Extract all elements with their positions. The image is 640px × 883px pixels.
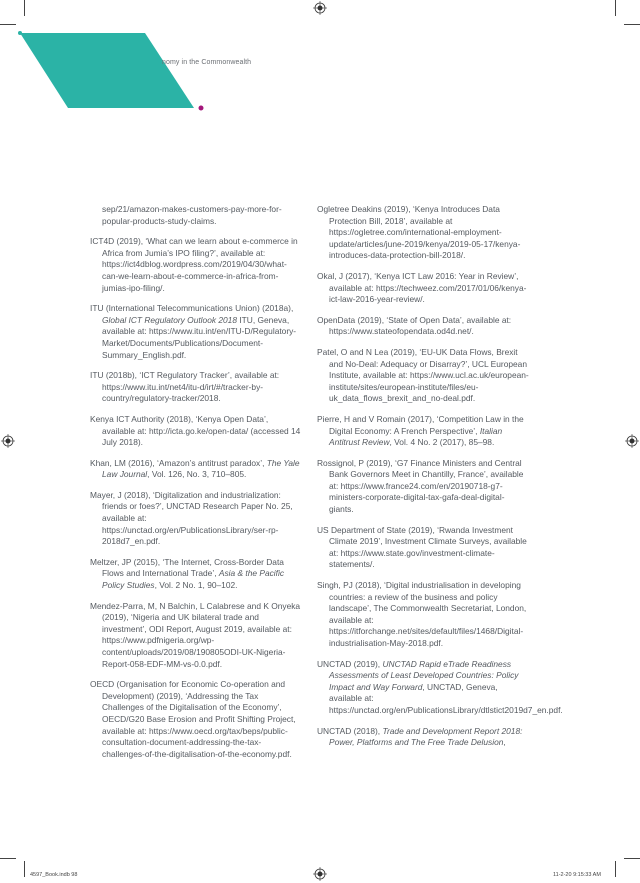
reference-title-italic: Asia & the Pacific Policy Studies <box>102 568 285 591</box>
reference-entry: Kenya ICT Authority (2018), ‘Kenya Open Data’, available at: http://icta.go.ke/open-data/ (accessed 14 July 2018). <box>90 413 301 448</box>
reference-entry: ICT4D (2019), ‘What can we learn about e-commerce in Africa from Jumia’s IPO filing?’, available at: https://ict4dblog.wordpress.com/2019/04/30/what-can-we-learn-about-e-commerce-in-africa-from-jumias-ipo-filing/. <box>90 236 298 293</box>
reference-text: , UNCTAD, Geneva, available at: https://unctad.org/en/PublicationsLibrary/dtlstict2019d7_en.pdf. <box>329 681 563 715</box>
reference-entry: Rossignol, P (2019), ‘G7 Finance Ministers and Central Bank Governors Meet in Chantilly, France’, available at: https://www.france24.com/en/20190718-g7-ministers-corporate-digital-tax-gafa-deal-digital-giants. <box>317 457 524 515</box>
slug-timestamp: 11-2-20 9:15:33 AM <box>553 872 601 878</box>
reference-entry: OpenData (2019), ‘State of Open Data’, available at: https://www.stateofopendata.od4d.net/. <box>317 314 512 337</box>
reference-entry: sep/21/amazon-makes-customers-pay-more-for-popular-products-study-claims. <box>102 204 282 226</box>
registration-mark-right <box>625 434 639 448</box>
reference-entry: ITU (2018b), ‘ICT Regulatory Tracker’, available at: https://www.itu.int/net4/itu-d/irt/#/tracker-by-country/regulatory-tracker/2018. <box>90 370 280 404</box>
reference-entry <box>317 658 563 717</box>
crop-mark-bottom-right-v <box>615 861 616 877</box>
registration-mark-bottom <box>313 867 327 881</box>
reference-entry: Mendez-Parra, M, N Balchin, L Calabrese and K Onyeka (2019), ‘Nigeria and UK bilateral trade and investment’, ODI Report, August 2019, available at: https://www.pdfnigeria.org/wp-content/uploads/2019/08/190805ODI-UK-Nigeria-Report-058-EDF-MM-vs-0.0.pdf. <box>90 600 301 669</box>
header-banner <box>0 0 640 120</box>
reference-text: Khan, LM (2016), ‘Amazon’s antitrust paradox’, <box>90 457 267 468</box>
crop-mark-bottom-left-v <box>24 861 25 877</box>
reference-entry: OECD (Organisation for Economic Co-operation and Development) (2019), ‘Addressing the Tax Challenges of the Digitalisation of the Economy’, OECD/G20 Base Erosion and Profit Shifting Project, available at: https://www.oecd.org/tax/beps/public-consultation-document-addressing-the-tax-challenges-of-the-digitalisation-of-the-economy.pdf. <box>90 679 296 759</box>
reference-title-italic: UNCTAD Rapid eTrade Readiness Assessments of Least Developed Countries: Policy Impact and Way Forward <box>329 658 519 692</box>
teal-dot <box>18 31 22 35</box>
reference-entry <box>90 557 302 592</box>
reference-entry <box>90 303 302 361</box>
reference-text: , <box>503 737 506 748</box>
reference-text: Pierre, H and V Romain (2017), ‘Competition Law in the Digital Economy: A French Perspective’, <box>317 413 524 436</box>
reference-entry <box>90 458 302 481</box>
references-left-column <box>90 204 302 769</box>
reference-text: UNCTAD (2018), <box>317 725 383 736</box>
running-title: nomy in the Commonwealth <box>162 59 252 66</box>
reference-title-italic: Global ICT Regulatory Outlook 2018 <box>102 314 238 325</box>
reference-text: ITU (International Telecommunications Union) (2018a), <box>90 303 294 314</box>
slug-file: 4597_Book.indb 98 <box>30 872 78 878</box>
reference-entry: US Department of State (2019), ‘Rwanda Investment Climate 2019’, Investment Climate Surveys, available at: https://www.state.gov/investment-climate-statements/. <box>317 524 527 570</box>
reference-entry: Singh, PJ (2018), ‘Digital industrialisation in developing countries: a review of the business and policy landscape’, The Commonwealth Secretariat, London, available at: https://itforchange.net/sites/default/files/1468/Digital-industrialisation-May-2018.pdf. <box>317 580 527 648</box>
reference-text: UNCTAD (2019), <box>317 658 383 669</box>
reference-entry: Ogletree Deakins (2019), ‘Kenya Introduces Data Protection Bill, 2018’, available at https://ogletree.com/international-employment-update/articles/june-2019/kenya/2019-05-17/kenya-introduces-data-protection-bill-2018/. <box>317 204 521 261</box>
reference-entry: Mayer, J (2018), ‘Digitalization and industrialization: friends or foes?’, UNCTAD Research Paper No. 25, available at: https://unctad.org/en/PublicationsLibrary/ser-rp-2018d7_en.pdf. <box>90 489 293 547</box>
crop-mark-bottom-right-h <box>624 858 640 859</box>
registration-mark-left <box>1 434 15 448</box>
reference-text: ITU, Geneva, available at: https://www.itu.int/en/ITU-D/Regulatory-Market/Documents/Publications/Document-Summary_English.pdf. <box>102 314 297 360</box>
crop-mark-bottom-left-h <box>0 858 16 859</box>
reference-text: , Vol. 2 No. 1, 90–102. <box>154 580 238 591</box>
reference-text: , Vol. 126, No. 3, 710–805. <box>147 469 247 480</box>
reference-title-italic: Trade and Development Report 2018: Power, Platforms and The Free Trade Delusion <box>329 725 523 748</box>
reference-entry: Okal, J (2017), ‘Kenya ICT Law 2016: Year in Review’, available at: https://techweez.com/2017/01/06/kenya-ict-law-2016-year-review/. <box>317 270 527 305</box>
magenta-dot <box>199 106 204 111</box>
reference-title-italic: The Yale Law Journal <box>102 457 300 480</box>
reference-entry <box>317 726 529 749</box>
reference-title-italic: Italian Antitrust Review <box>329 425 503 448</box>
reference-text: , Vol. 4 No. 2 (2017), 85–98. <box>389 437 495 448</box>
reference-entry <box>317 414 529 449</box>
reference-text: Meltzer, JP (2015), ‘The Internet, Cross-Border Data Flows and International Trade’, <box>90 556 284 579</box>
reference-entry: Patel, O and N Lea (2019), ‘EU-UK Data Flows, Brexit and No-Deal: Adequacy or Disarray?’, UCL European Institute, available at: https://www.ucl.ac.uk/european-institute/sites/european-institute/files/eu-uk_data_flows_brexit_and_no-deal.pdf. <box>317 346 529 404</box>
references-right-column <box>317 204 563 758</box>
